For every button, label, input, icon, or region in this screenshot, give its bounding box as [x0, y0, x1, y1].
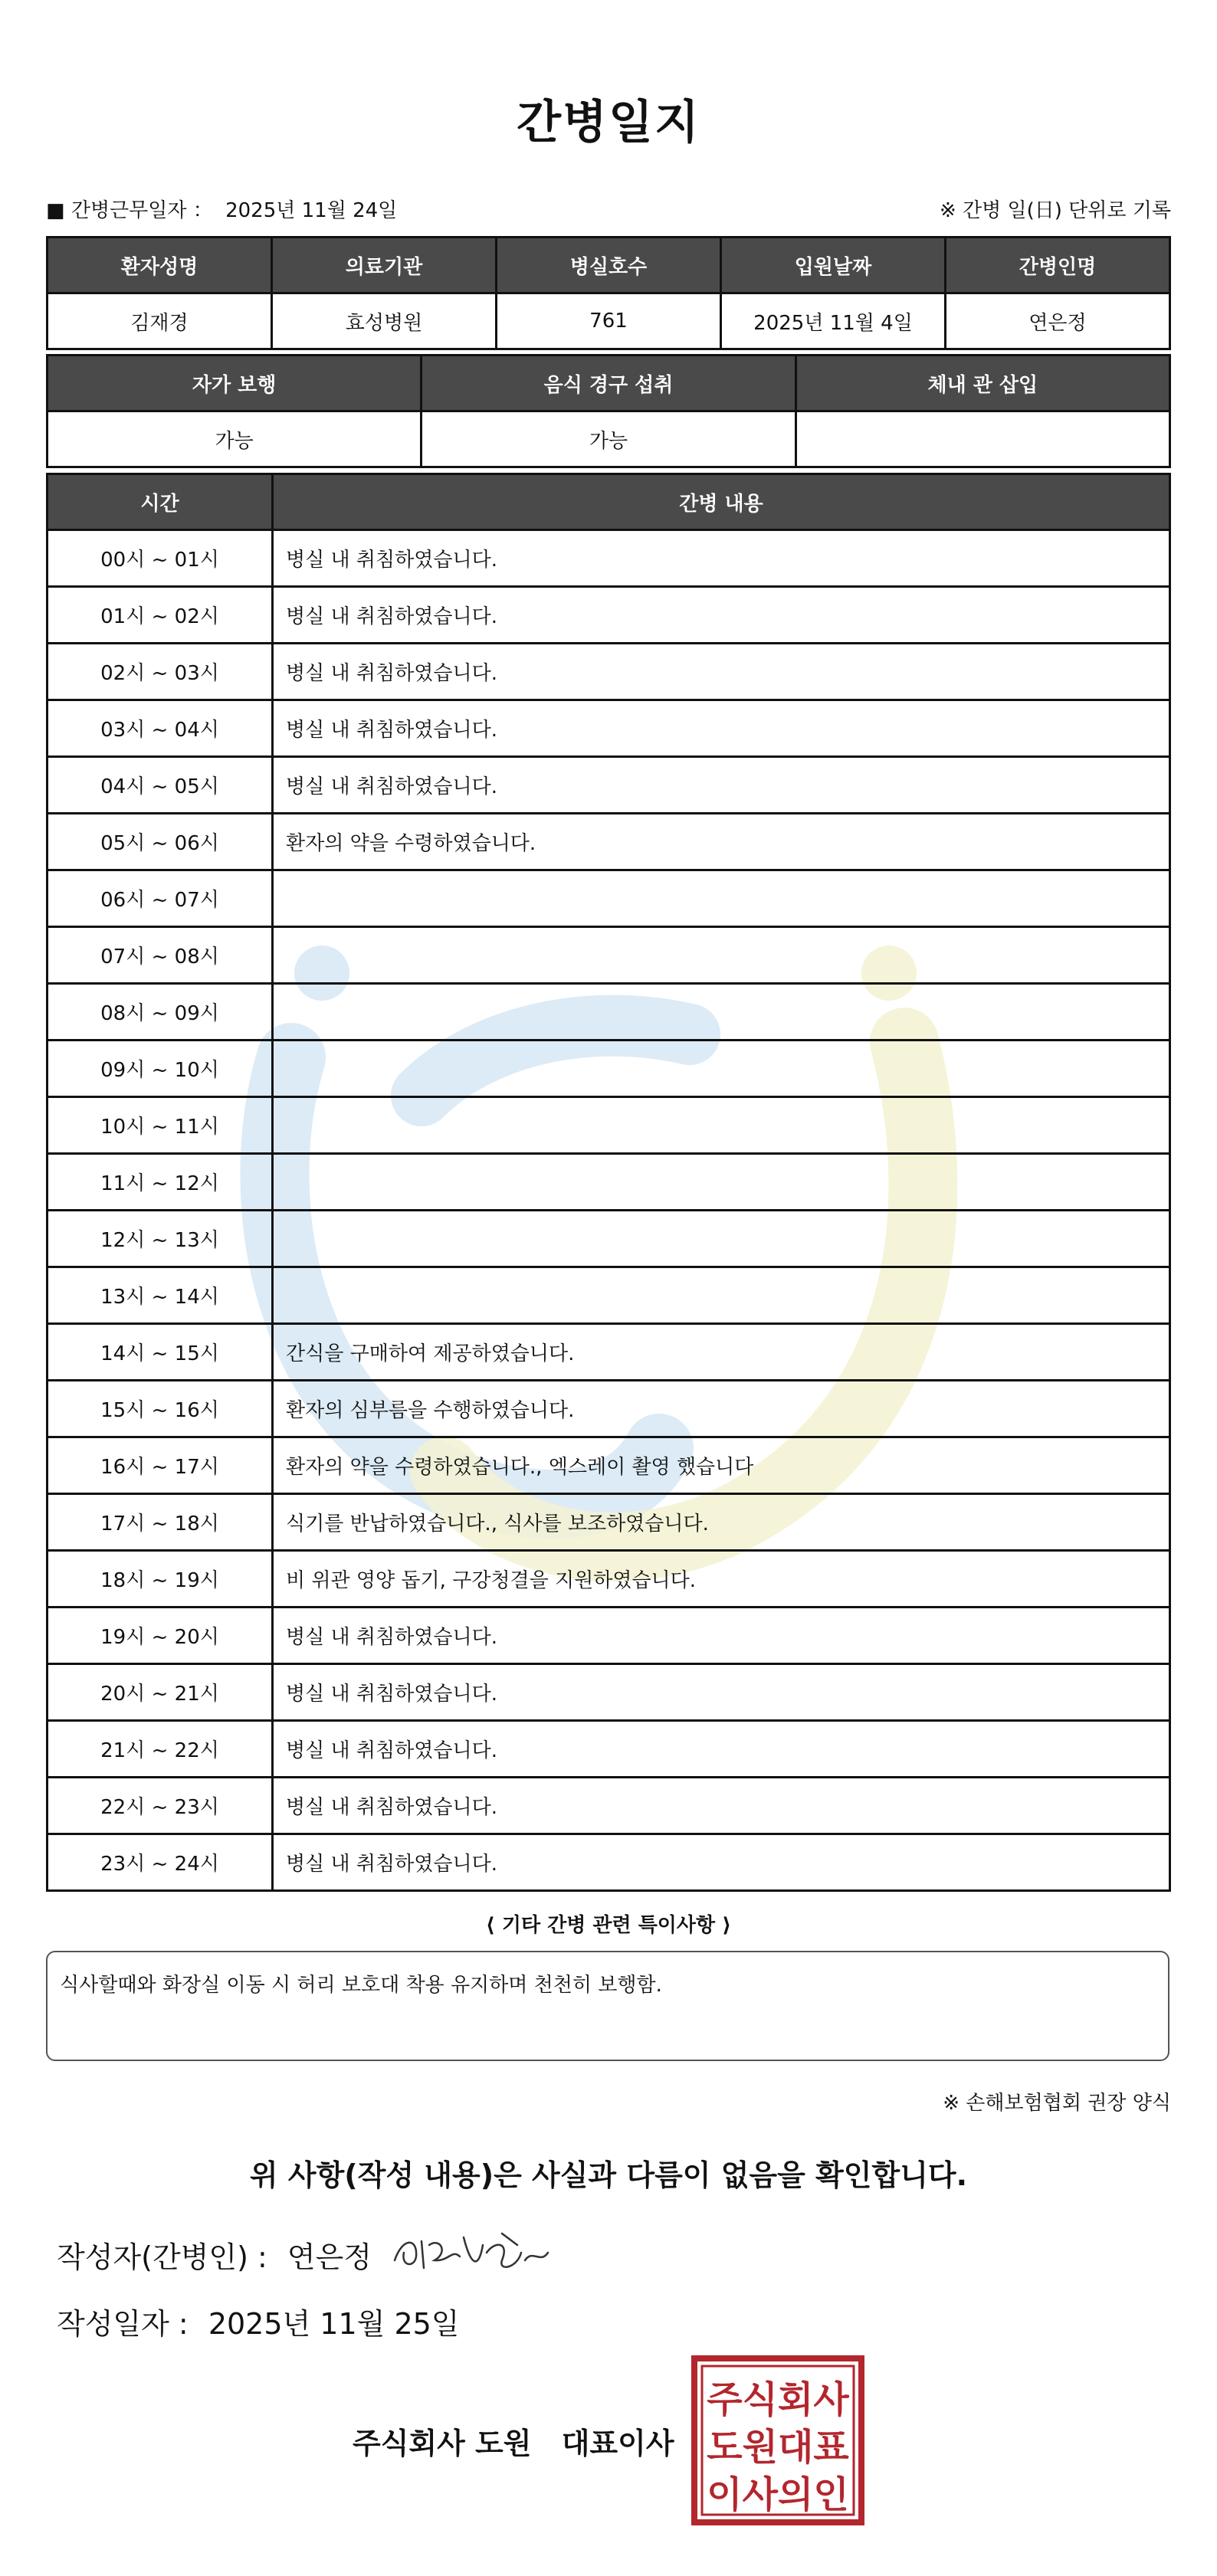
writing-date-line	[57, 2300, 460, 2342]
care-content-cell	[273, 870, 1170, 927]
representative-title: 대표이사	[561, 2427, 674, 2460]
time-cell: 00시 ~ 01시	[48, 530, 273, 587]
care-content-cell	[273, 984, 1170, 1041]
table-row	[48, 1211, 1170, 1267]
care-content-cell: 병실 내 취침하였습니다.	[273, 700, 1170, 757]
time-cell: 06시 ~ 07시	[48, 870, 273, 927]
care-content-cell	[273, 1154, 1170, 1211]
special-notes-text: 식사할때와 화장실 이동 시 허리 보호대 착용 유지하며 천천히 보행함.	[60, 1974, 662, 1997]
time-cell: 11시 ~ 12시	[48, 1154, 273, 1211]
table-row	[48, 1324, 1170, 1381]
care-log-rows	[48, 530, 1170, 1891]
header-oral-intake: 음식 경구 섭취	[422, 356, 795, 411]
table-row	[48, 1097, 1170, 1154]
page-title: 간병일지	[517, 96, 700, 149]
table-row	[48, 1551, 1170, 1608]
table-row	[48, 1494, 1170, 1551]
care-content-cell	[273, 1097, 1170, 1154]
confirmation-statement: 위 사항(작성 내용)은 사실과 다름이 없음을 확인합니다.	[249, 2158, 968, 2192]
time-cell: 15시 ~ 16시	[48, 1381, 273, 1437]
time-cell: 12시 ~ 13시	[48, 1211, 273, 1267]
status-info-table	[46, 354, 1171, 468]
company-signature-line	[353, 2420, 674, 2462]
time-cell: 04시 ~ 05시	[48, 757, 273, 814]
header-patient-name: 환자성명	[48, 238, 272, 293]
header-caregiver-name: 간병인명	[946, 238, 1170, 293]
table-row	[48, 587, 1170, 644]
table-row	[48, 1154, 1170, 1211]
unit-note: ※ 간병 일(日) 단위로 기록	[939, 199, 1171, 222]
table-row	[48, 814, 1170, 870]
time-cell: 22시 ~ 23시	[48, 1778, 273, 1834]
care-content-cell: 병실 내 취침하였습니다.	[273, 1664, 1170, 1721]
header-hospital: 의료기관	[272, 238, 497, 293]
care-content-cell: 병실 내 취침하였습니다.	[273, 644, 1170, 700]
work-date	[46, 195, 397, 223]
writer-name: 연은정	[287, 2240, 372, 2274]
time-cell: 23시 ~ 24시	[48, 1834, 273, 1891]
table-row	[48, 1437, 1170, 1494]
care-content-cell: 병실 내 취침하였습니다.	[273, 757, 1170, 814]
care-content-cell: 병실 내 취침하였습니다.	[273, 1778, 1170, 1834]
table-row	[48, 757, 1170, 814]
care-content-cell	[273, 1267, 1170, 1324]
care-content-cell: 병실 내 취침하였습니다.	[273, 1608, 1170, 1664]
header-tube-insertion: 체내 관 삽입	[795, 356, 1169, 411]
care-content-cell: 환자의 약을 수령하였습니다., 엑스레이 촬영 했습니다	[273, 1437, 1170, 1494]
header-admission-date: 입원날짜	[721, 238, 946, 293]
writer-line	[57, 2234, 372, 2276]
hospital-name: 효성병원	[272, 293, 497, 349]
care-log-table	[46, 473, 1171, 1892]
time-cell: 10시 ~ 11시	[48, 1097, 273, 1154]
time-cell: 01시 ~ 02시	[48, 587, 273, 644]
care-content-cell: 병실 내 취침하였습니다.	[273, 587, 1170, 644]
time-cell: 21시 ~ 22시	[48, 1721, 273, 1778]
table-row	[48, 1778, 1170, 1834]
time-cell: 08시 ~ 09시	[48, 984, 273, 1041]
care-content-cell	[273, 1041, 1170, 1097]
table-row	[48, 700, 1170, 757]
time-cell: 09시 ~ 10시	[48, 1041, 273, 1097]
oral-intake-value: 가능	[422, 411, 795, 467]
time-cell: 16시 ~ 17시	[48, 1437, 273, 1494]
work-date-label: ■ 간병근무일자 ：	[46, 199, 213, 222]
special-notes-box	[46, 1951, 1169, 2061]
seal-line-2: 도원대표	[707, 2426, 849, 2469]
work-date-value: 2025년 11월 24일	[225, 199, 398, 222]
time-cell: 17시 ~ 18시	[48, 1494, 273, 1551]
table-row	[48, 644, 1170, 700]
special-notes-title: ⟨ 기타 간병 관련 특이사항 ⟩	[485, 1914, 732, 1937]
time-cell: 05시 ~ 06시	[48, 814, 273, 870]
care-content-cell: 간식을 구매하여 제공하였습니다.	[273, 1324, 1170, 1381]
header-care-content: 간병 내용	[273, 474, 1170, 530]
time-cell: 02시 ~ 03시	[48, 644, 273, 700]
care-content-cell: 식기를 반납하였습니다., 식사를 보조하였습니다.	[273, 1494, 1170, 1551]
seal-line-1: 주식회사	[707, 2378, 849, 2421]
care-content-cell: 환자의 심부름을 수행하였습니다.	[273, 1381, 1170, 1437]
self-walking-value: 가능	[48, 411, 422, 467]
care-content-cell: 비 위관 영양 돕기, 구강청결을 지원하였습니다.	[273, 1551, 1170, 1608]
table-row	[48, 1381, 1170, 1437]
table-row	[48, 870, 1170, 927]
care-content-cell: 병실 내 취침하였습니다.	[273, 530, 1170, 587]
care-content-cell	[273, 927, 1170, 984]
table-row	[48, 984, 1170, 1041]
table-row	[48, 1834, 1170, 1891]
handwritten-signature	[387, 2222, 556, 2283]
writing-date-value: 2025년 11월 25일	[208, 2307, 460, 2341]
time-cell: 14시 ~ 15시	[48, 1324, 273, 1381]
time-cell: 19시 ~ 20시	[48, 1608, 273, 1664]
care-content-cell	[273, 1211, 1170, 1267]
table-row	[48, 1664, 1170, 1721]
table-row	[48, 530, 1170, 587]
table-row	[48, 1608, 1170, 1664]
time-cell: 13시 ~ 14시	[48, 1267, 273, 1324]
caregiver-name: 연은정	[946, 293, 1170, 349]
table-row	[48, 927, 1170, 984]
tube-insertion-value	[795, 411, 1169, 467]
form-note: ※ 손해보험협회 권장 양식	[943, 2092, 1171, 2115]
writing-date-label: 작성일자 :	[57, 2307, 189, 2341]
seal-line-3: 이사의인	[707, 2473, 849, 2516]
care-content-cell: 환자의 약을 수령하였습니다.	[273, 814, 1170, 870]
time-cell: 18시 ~ 19시	[48, 1551, 273, 1608]
time-cell: 03시 ~ 04시	[48, 700, 273, 757]
table-row	[48, 1267, 1170, 1324]
time-cell: 20시 ~ 21시	[48, 1664, 273, 1721]
room-number: 761	[497, 293, 721, 349]
company-name: 주식회사 도원	[353, 2427, 532, 2460]
admission-date: 2025년 11월 4일	[721, 293, 946, 349]
table-row	[48, 1721, 1170, 1778]
care-content-cell: 병실 내 취침하였습니다.	[273, 1721, 1170, 1778]
time-cell: 07시 ~ 08시	[48, 927, 273, 984]
header-self-walking: 자가 보행	[48, 356, 422, 411]
writer-label: 작성자(간병인) :	[57, 2240, 267, 2274]
patient-info-table	[46, 236, 1171, 350]
company-seal-stamp	[690, 2354, 866, 2527]
header-time: 시간	[48, 474, 273, 530]
table-row	[48, 1041, 1170, 1097]
header-room-number: 병실호수	[497, 238, 721, 293]
patient-name: 김재경	[48, 293, 272, 349]
care-content-cell: 병실 내 취침하였습니다.	[273, 1834, 1170, 1891]
